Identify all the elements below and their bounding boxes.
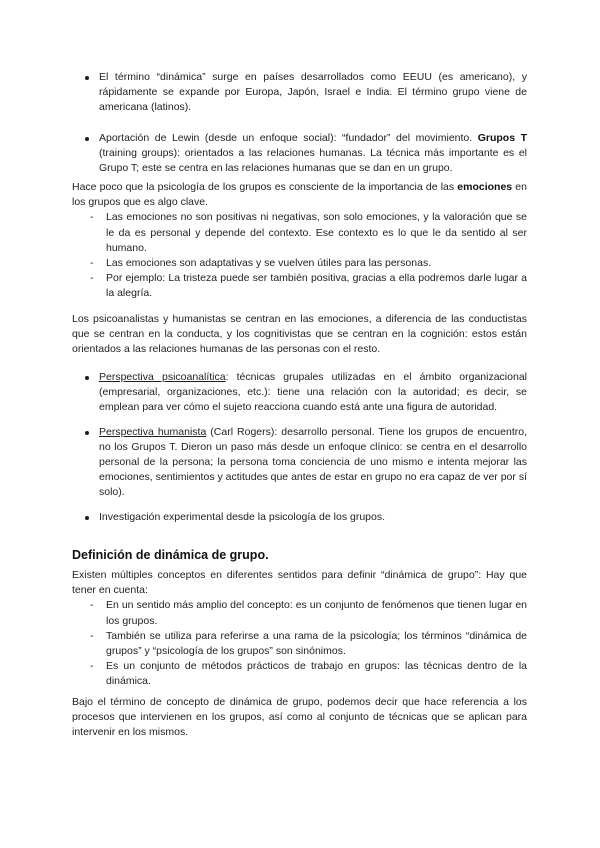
closing-paragraph: Bajo el término de concepto de dinámica de grupo, podemos decir que hace referencia a los procesos que intervienen en los grupos, así como al conjunto de técnicas que se aplican para intervenir en los mismos. [72,696,527,739]
grupos-t-term: Grupos T [477,131,528,144]
intro-bullet-list [72,70,527,176]
list-item: - Las emociones son adaptativas y se vuelven útiles para las personas. [72,256,527,271]
list-item: Perspectiva psicoanalítica: técnicas grupales utilizadas en el ámbito organizacional (empresarial, organizaciones, etc.): tiene una relación con la autoridad; es decir, se emplean para ver cómo el sujeto reacciona cuando está ante una figura de autoridad. [72,370,527,416]
emotions-list [72,210,527,301]
definition-section [72,568,527,690]
list-item: - Las emociones no son positivas ni negativas, son solo emociones, y la valoración que se le da es personal y depende del contexto. Ese contexto es lo que le da sentido al ser humano. [72,210,527,256]
emotions-intro: Hace poco que la psicología de los grupos es consciente de la importancia de las emociones en los grupos que es algo clave. [72,181,527,209]
emotions-section [72,180,527,302]
emociones-term: emociones [457,181,513,193]
definition-intro: Existen múltiples conceptos en diferentes sentidos para definir “dinámica de grupo”: Hay que tener en cuenta: [72,569,527,597]
section-heading: Definición de dinámica de grupo. [72,548,269,562]
list-item: - También se utiliza para referirse a una rama de la psicología; los términos “dinámica de grupos” y “psicología de los grupos” son sinónimos. [72,629,527,659]
psychoanalysts-paragraph: Los psicoanalistas y humanistas se centran en las emociones, a diferencia de las conductistas que se centran en la conducta, y los cognitivistas que se centran en la cognición: estos están orientados a las relaciones humanas de las personas con el resto. [72,313,527,356]
list-item: Investigación experimental desde la psicología de los grupos. [72,510,527,525]
perspectives-list [72,370,527,525]
list-item: El término “dinámica” surge en países desarrollados como EEUU (es americano), y rápidamente se expande por Europa, Japón, Israel e India. El término grupo viene de americana (latinos). [72,70,527,116]
list-item: - En un sentido más amplio del concepto: es un conjunto de fenómenos que tienen lugar en los grupos. [72,598,527,628]
list-item: - Por ejemplo: La tristeza puede ser también positiva, gracias a ella podremos darle lugar a la alegría. [72,271,527,301]
perspective-title: Perspectiva psicoanalítica [99,371,226,383]
list-item: - Es un conjunto de métodos prácticos de trabajo en grupos: las técnicas dentro de la dinámica. [72,659,527,689]
perspective-title: Perspectiva humanista [99,425,207,438]
definition-list [72,598,527,689]
list-item: Perspectiva humanista (Carl Rogers): desarrollo personal. Tiene los grupos de encuentro, no los Grupos T. Dieron un paso más desde un enfoque clínico: se centra en el desarrollo personal de la persona; la persona toma conciencia de uno mismo e intenta mejorar las emociones, sentimientos y actitudes que antes de estar en grupo no era capaz de ver por sí solo). [72,425,527,501]
list-item: Aportación de Lewin (desde un enfoque social): “fundador” del movimiento. Grupos T (training groups): orientados a las relaciones humanas. La técnica más importante es el Grupo T; este se centra en las relaciones humanas que se dan en un grupo. [72,131,527,177]
